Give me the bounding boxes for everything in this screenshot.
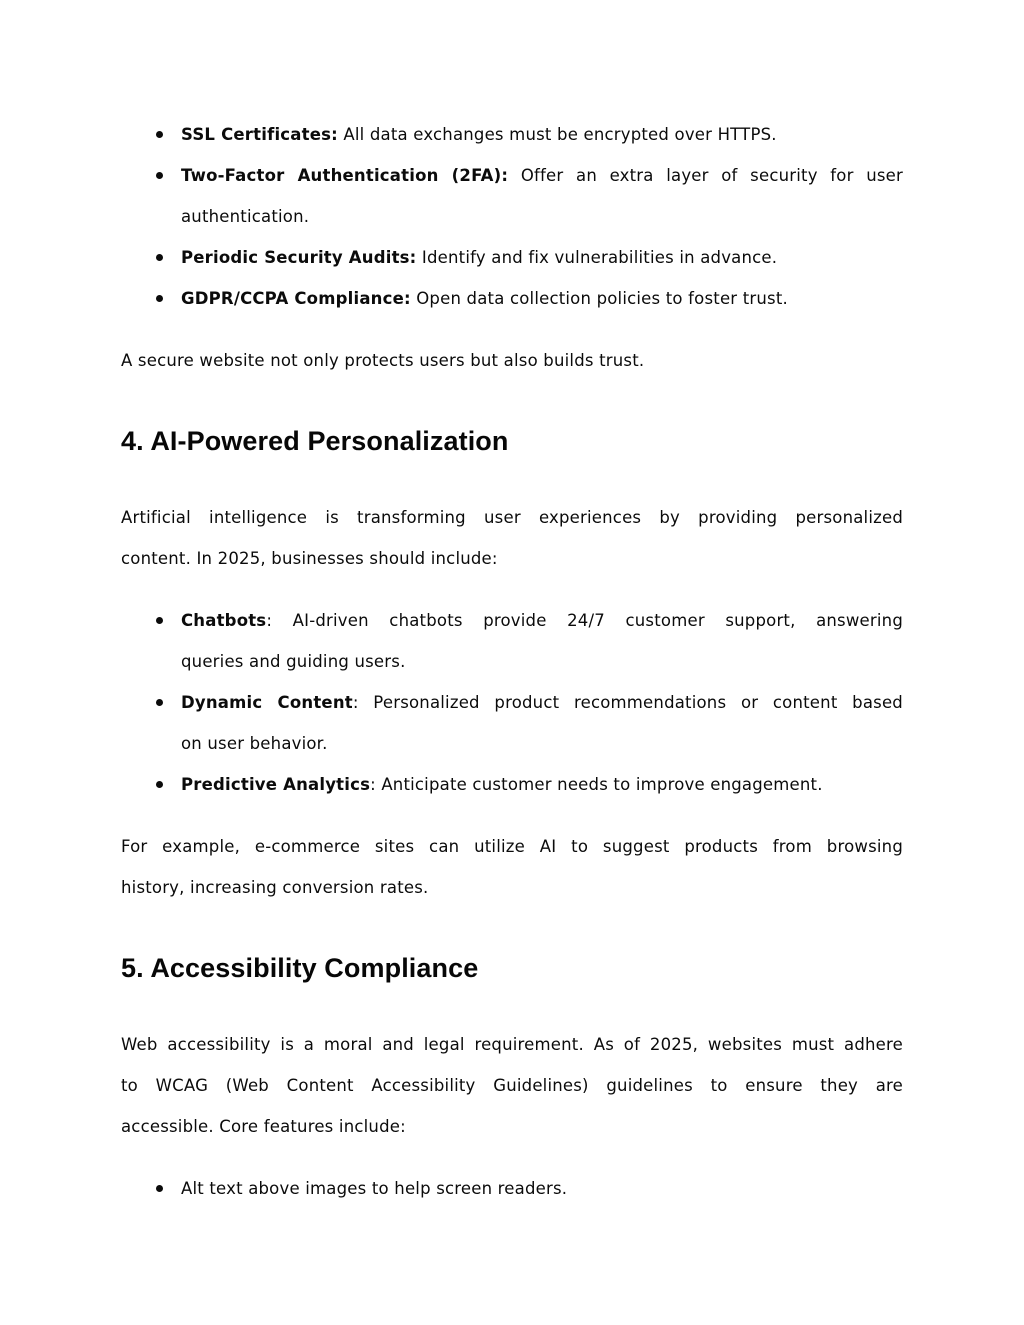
text-line: authentication. bbox=[181, 207, 310, 226]
accessibility-features-list bbox=[121, 1168, 903, 1209]
security-best-practices-list bbox=[121, 114, 903, 319]
list-item-two-factor-authentication bbox=[121, 155, 903, 237]
bullet-icon bbox=[156, 699, 163, 706]
bullet-lead: Periodic Security Audits: bbox=[181, 248, 417, 267]
text-line: to WCAG (Web Content Accessibility Guidelines) guidelines to ensure they are bbox=[121, 1076, 903, 1095]
bullet-icon bbox=[156, 254, 163, 261]
bullet-text: : Personalized product recommendations or content based bbox=[352, 693, 903, 712]
bullet-text: Offer an extra layer of security for user bbox=[508, 166, 904, 185]
bullet-icon bbox=[156, 1185, 163, 1192]
section-5-intro-paragraph bbox=[121, 1024, 903, 1147]
list-item-alt-text bbox=[121, 1168, 903, 1209]
list-item-dynamic-content bbox=[121, 682, 903, 764]
text-line: Artificial intelligence is transforming user experiences by providing personalized bbox=[121, 508, 903, 527]
bullet-icon bbox=[156, 781, 163, 788]
bullet-text: Identify and fix vulnerabilities in advance. bbox=[416, 248, 778, 267]
text-line bbox=[181, 237, 903, 278]
bullet-lead: Dynamic Content bbox=[181, 693, 353, 712]
text-line: Alt text above images to help screen readers. bbox=[181, 1179, 568, 1198]
list-item-gdpr-ccpa-compliance bbox=[121, 278, 903, 319]
text-line bbox=[181, 114, 903, 155]
security-closing-paragraph: A secure website not only protects users but also builds trust. bbox=[121, 351, 645, 370]
section-5-heading: 5. Accessibility Compliance bbox=[121, 953, 479, 983]
bullet-text: : AI-driven chatbots provide 24/7 customer support, answering bbox=[266, 611, 903, 630]
list-item-ssl-certificates bbox=[121, 114, 903, 155]
section-4-example-paragraph bbox=[121, 826, 903, 908]
text-line bbox=[181, 278, 903, 319]
text-line bbox=[181, 155, 903, 196]
bullet-lead: GDPR/CCPA Compliance: bbox=[181, 289, 411, 308]
bullet-lead: Chatbots bbox=[181, 611, 267, 630]
text-line bbox=[181, 600, 903, 641]
text-line: accessible. Core features include: bbox=[121, 1117, 406, 1136]
bullet-icon bbox=[156, 617, 163, 624]
bullet-icon bbox=[156, 295, 163, 302]
bullet-lead: SSL Certificates: bbox=[181, 125, 338, 144]
bullet-text: All data exchanges must be encrypted over HTTPS. bbox=[337, 125, 777, 144]
text-line: on user behavior. bbox=[181, 734, 328, 753]
bullet-icon bbox=[156, 131, 163, 138]
personalization-features-list bbox=[121, 600, 903, 805]
text-line bbox=[181, 764, 903, 805]
bullet-lead: Two-Factor Authentication (2FA): bbox=[181, 166, 509, 185]
bullet-lead: Predictive Analytics bbox=[181, 775, 371, 794]
bullet-icon bbox=[156, 172, 163, 179]
section-4-heading: 4. AI-Powered Personalization bbox=[121, 426, 509, 456]
text-line: For example, e-commerce sites can utilize AI to suggest products from browsing bbox=[121, 837, 903, 856]
bullet-text: : Anticipate customer needs to improve engagement. bbox=[370, 775, 823, 794]
bullet-text: Open data collection policies to foster trust. bbox=[410, 289, 788, 308]
section-4-intro-paragraph bbox=[121, 497, 903, 579]
list-item-chatbots bbox=[121, 600, 903, 682]
text-line: content. In 2025, businesses should include: bbox=[121, 549, 498, 568]
list-item-periodic-security-audits bbox=[121, 237, 903, 278]
text-line: Web accessibility is a moral and legal requirement. As of 2025, websites must adhere bbox=[121, 1035, 903, 1054]
text-line: queries and guiding users. bbox=[181, 652, 406, 671]
text-line bbox=[181, 682, 903, 723]
list-item-predictive-analytics bbox=[121, 764, 903, 805]
text-line: history, increasing conversion rates. bbox=[121, 878, 429, 897]
